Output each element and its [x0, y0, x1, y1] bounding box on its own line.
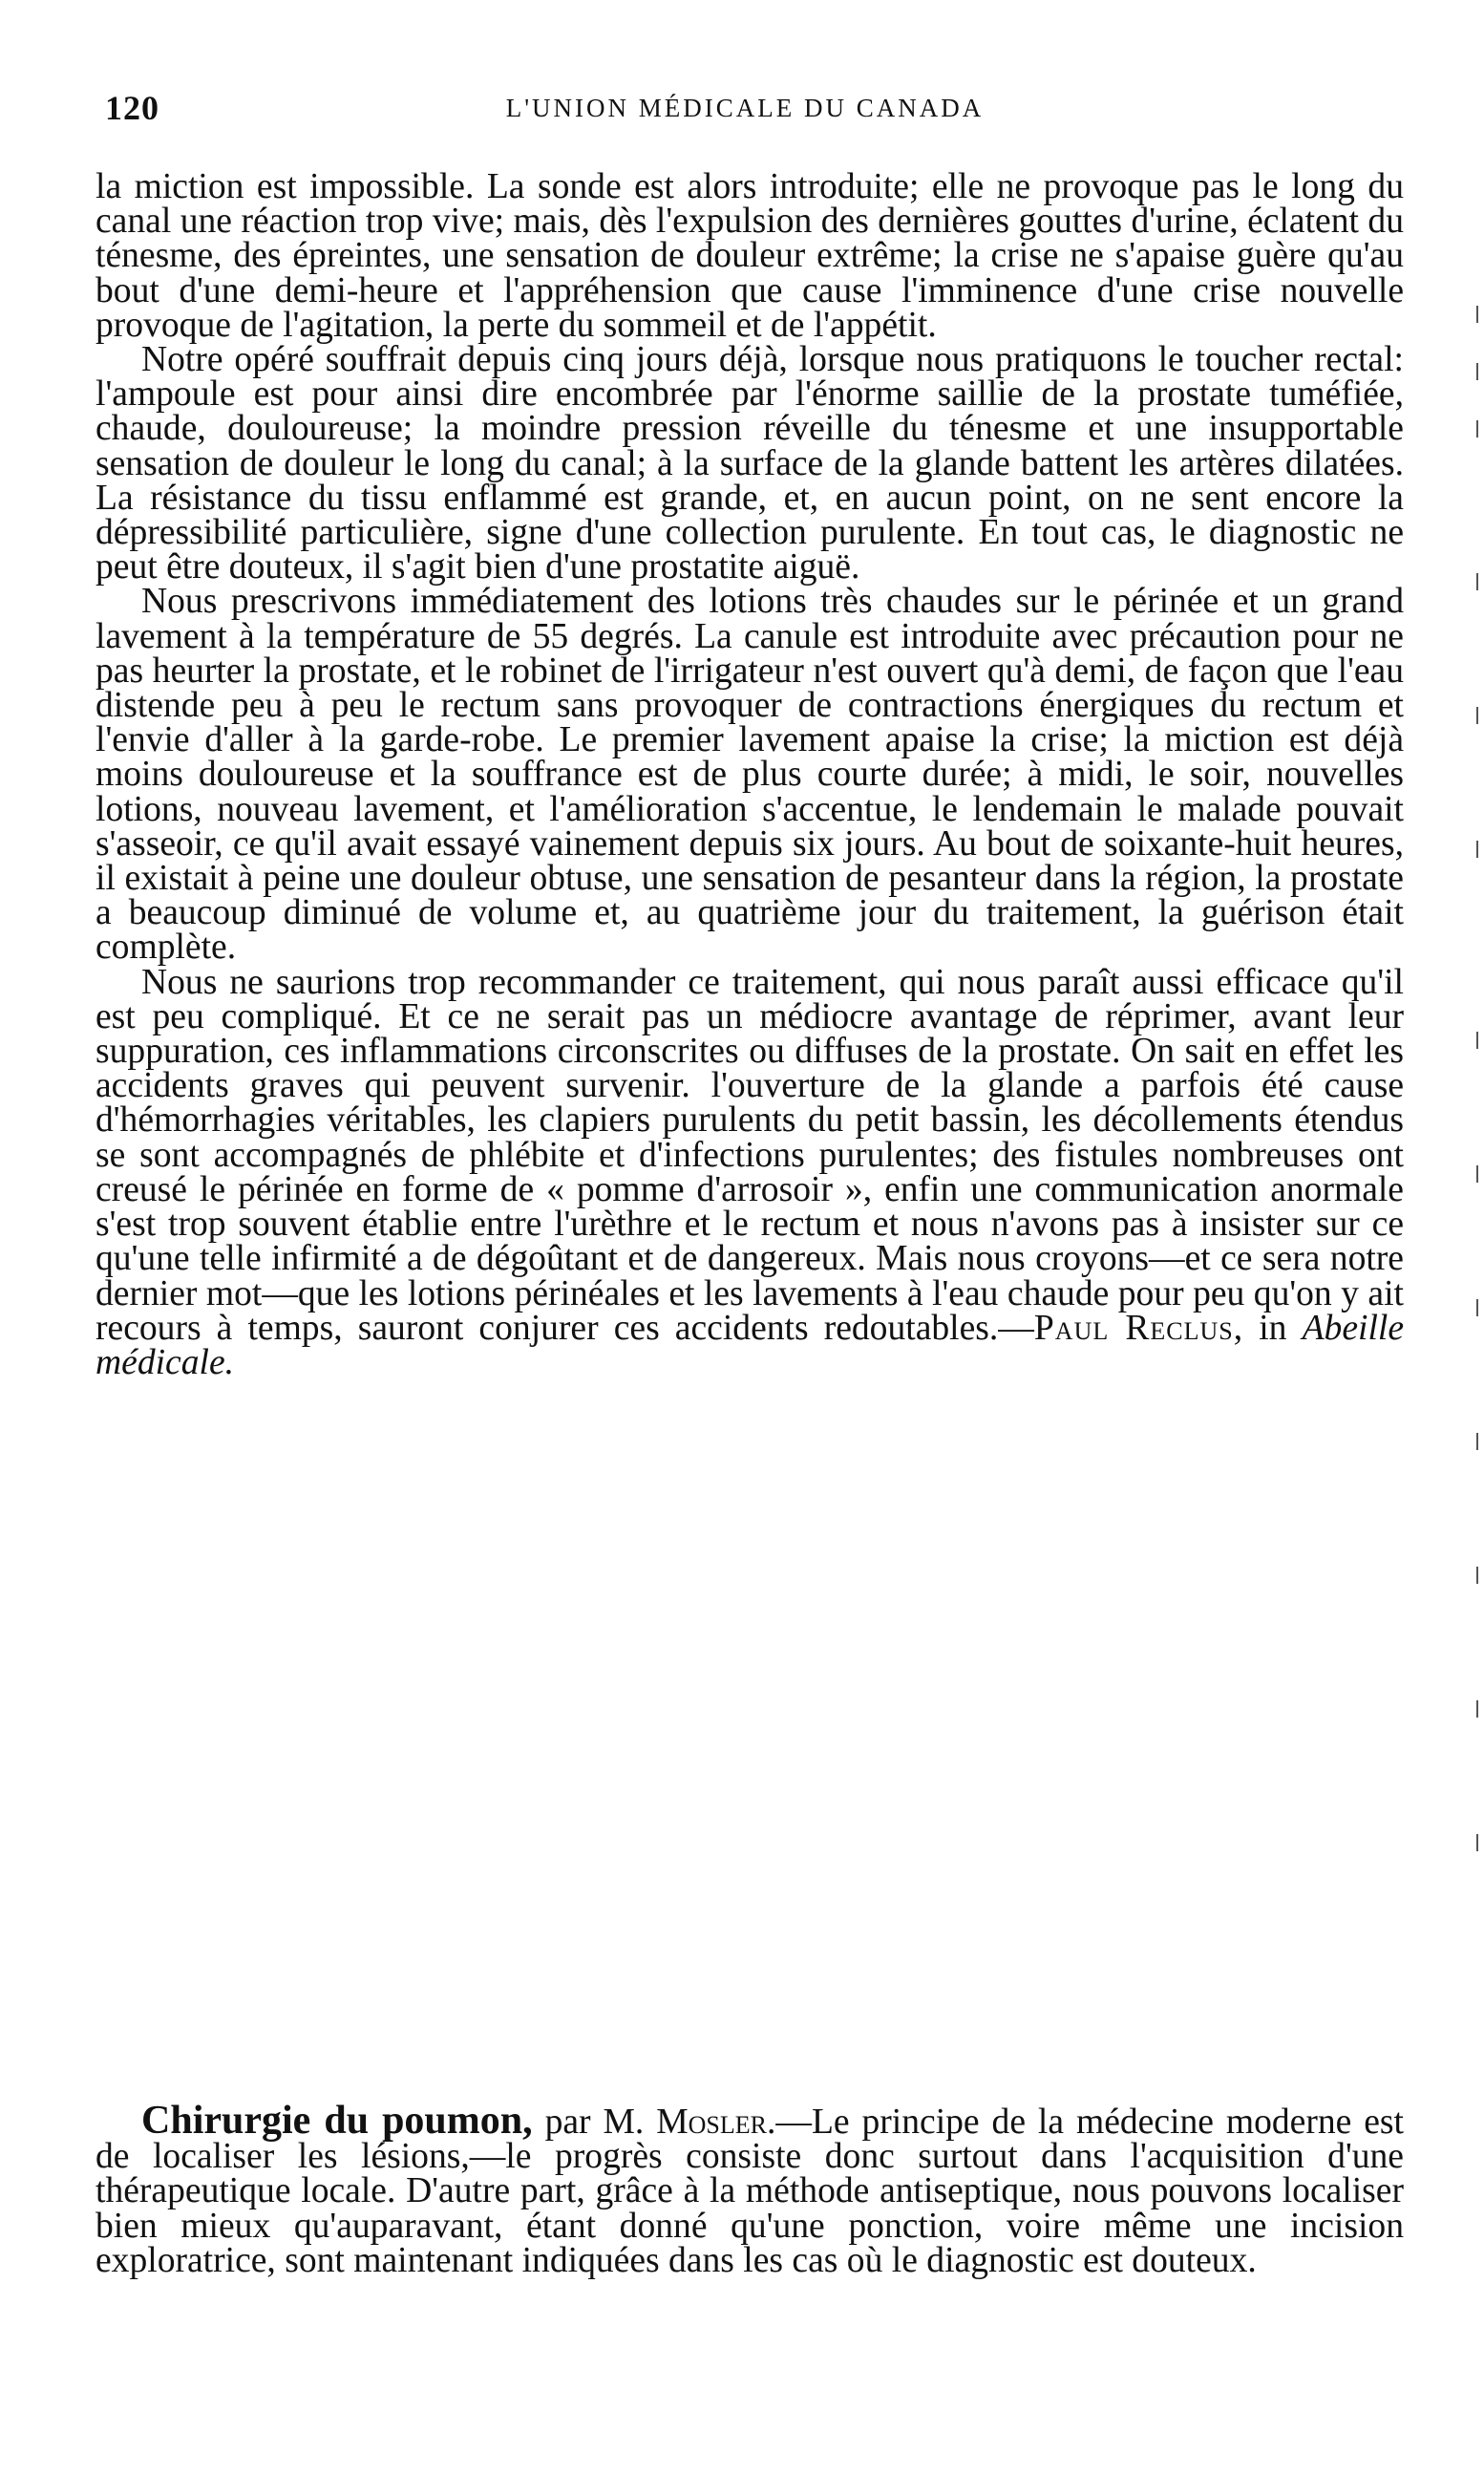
- section-by: par M.: [544, 2102, 645, 2142]
- paragraph-1: la miction est impossible. La sonde est alors introduite; elle ne provoque pas le long du canal une réaction trop vive; mais, dès l'expulsion des dernières gouttes d'urine, éclatent du ténesme, des épreintes, une sensation de douleur extrême; la crise ne s'apaise guère qu'au bout d'une demi-heure et l'appréhension que cause l'imminence d'une crise nouvelle provoque de l'agitation, la perte du sommeil et de l'appétit.: [95, 167, 1404, 345]
- section-heading: Chirurgie du poumon,: [141, 2099, 533, 2143]
- paragraph-3: Nous prescrivons immédiatement des lotions très chaudes sur le périnée et un grand lavement à la température de 55 degrés. La canule est introduite avec précaution pour ne pas heurter la prostate, et le robinet de l'irrigateur n'est ouvert qu'à demi, de façon que l'eau distende peu à peu le rectum sans provoquer de contractions énergiques du rectum et l'envie d'aller à la garde-robe. Le premier lavement apaise la crise; la miction est déjà moins douloureuse et la souffrance est de plus courte durée; à midi, le soir, nouvelles lotions, nouveau lavement, et l'amélioration s'accentue, le lendemain le malade pouvait s'asseoir, ce qu'il avait essayé vainement depuis six jours. Au bout de soixante-huit heures, il existait à peine une douleur obtuse, une sensation de pesanteur dans la région, la prostate a beaucoup diminué de volume et, au quatrième jour du traitement, la guérison était complète.: [95, 582, 1404, 968]
- margin-mark: [1476, 707, 1478, 724]
- margin-mark: [1476, 1567, 1478, 1584]
- article-signature: Paul Reclus,: [1033, 1308, 1244, 1348]
- margin-mark: [1476, 1299, 1478, 1316]
- paragraph-2: Notre opéré souffrait depuis cinq jours déjà, lorsque nous pratiquons le toucher rectal: l'ampoule est pour ainsi dire encombrée par l'énorme saillie de la prostate tuméfiée, chaude, douloureuse; la moindre pression réveille du ténesme et une insupportable sensation de douleur le long du canal; à la surface de la glande battent les artères dilatées. La résistance du tissu enflammé est grande, et, en aucun point, on ne sent encore la dépressibilité particulière, signe d'une collection purulente. En tout cas, le diagnostic ne peut être douteux, il s'agit bien d'une prostatite aiguë.: [95, 340, 1404, 587]
- margin-mark: [1476, 841, 1478, 858]
- section-paragraph: [95, 2099, 1404, 2280]
- source-prefix: in: [1259, 1308, 1287, 1348]
- margin-marks: [1476, 306, 1479, 1930]
- article-body: [95, 167, 1405, 1382]
- margin-mark: [1476, 1700, 1478, 1718]
- margin-mark: [1476, 573, 1478, 590]
- margin-mark: [1476, 363, 1478, 380]
- source-title: Abeille médicale.: [95, 1308, 1405, 1382]
- margin-mark: [1476, 306, 1478, 323]
- paragraph-4: [95, 962, 1405, 1382]
- page-number: 120: [105, 89, 159, 127]
- margin-mark: [1476, 1032, 1478, 1049]
- margin-mark: [1476, 420, 1478, 438]
- section-text: —Le principe de la médecine moderne est de localiser les lésions,—le progrès consiste donc surtout dans l'acquisition d'une thérapeutique locale. D'autre part, grâce à la méthode antiseptique, nous pouvons localiser bien mieux qu'auparavant, étant donné qu'une ponction, voire même une incision exploratrice, sont maintenant indiquées dans les cas où le diagnostic est douteux.: [95, 2102, 1404, 2280]
- section-author: Mosler.: [656, 2102, 776, 2142]
- paragraph-4-text: Nous ne saurions trop recommander ce traitement, qui nous paraît aussi efficace qu'il est peu compliqué. Et ce ne serait pas un médiocre avantage de réprimer, avant leur suppuration, ces inflammations circonscrites ou diffuses de la prostate. On sait en effet les accidents graves qui peuvent survenir. l'ouverture de la glande a parfois été cause d'hémorrhagies véritables, les clapiers purulents du petit bassin, les décollements étendus se sont accompagnés de phlébite et d'infections purulentes; des fistules nombreuses ont creusé le périnée en forme de « pomme d'arrosoir », enfin une communication anormale s'est trop souvent établie entre l'urèthre et le rectum et nous n'avons pas à insister sur ce qu'une telle infirmité a de dégoûtant et de dangereux. Mais nous croyons—et ce sera notre dernier mot—que les lotions périnéales et les lavements à l'eau chaude pour peu qu'on y ait recours à temps, sauront conjurer ces accidents redoutables.—: [95, 962, 1404, 1348]
- margin-mark: [1476, 1165, 1478, 1183]
- section-chirurgie: [95, 2099, 1404, 2280]
- margin-mark: [1476, 1834, 1478, 1851]
- margin-mark: [1476, 1433, 1478, 1450]
- running-head: [105, 88, 1461, 136]
- journal-title: L'UNION MÉDICALE DU CANADA: [505, 94, 985, 122]
